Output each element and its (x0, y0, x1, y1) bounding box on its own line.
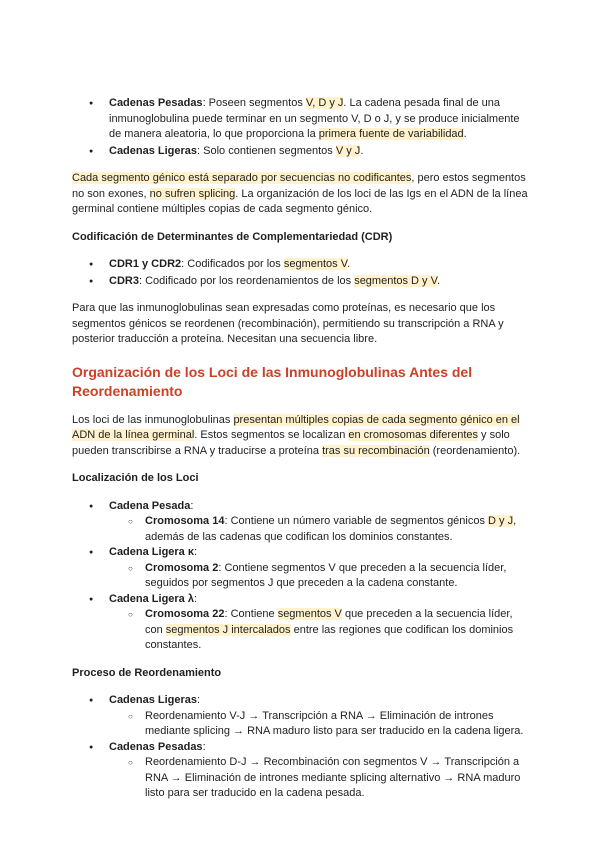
highlight: no sufren splicing (149, 187, 236, 200)
kappa-chain-label: Cadena Ligera κ (109, 546, 194, 558)
list-item-light-chains (72, 144, 532, 160)
list-item-heavy-chain (72, 499, 532, 515)
light-chains-process-label: Cadenas Ligeras (109, 694, 198, 706)
text-span: : (193, 592, 198, 605)
text-span: Los loci de las inmunoglobulinas (72, 413, 234, 426)
list-item-light-process-steps: ○ Reordenamiento V-J → Transcripción a RNA → Eliminación de intrones mediante splicing → RNA maduro listo para ser traducido en la cadena ligera. (72, 709, 532, 740)
list-item-heavy-process-steps: ○ Reordenamiento D-J → Recombinación con segmentos V → Transcripción a RNA → Eliminación de intrones mediante splicing alternativo → RNA maduro listo para ser traducido en la cadena pesada. (72, 755, 532, 802)
highlight: V, D y J (305, 97, 344, 109)
text-span: (reordenamiento). (429, 444, 521, 457)
paragraph-expression: Para que las inmunoglobulinas sean expresadas como proteínas, es necesario que los segmentos génicos se reordenen (recombinación), permitiendo su transcripción a RNA y posterior traducción a proteína. Necesitan una secuencia libre. (72, 302, 504, 345)
text-span: : (194, 546, 198, 558)
text-span: . La organización de los loci de las Igs en el ADN de la línea germinal contiene múltiples copias de cada segmento génico. (72, 187, 528, 215)
heavy-chains-label: Cadenas Pesadas (109, 97, 203, 109)
heavy-chain-label: Cadena Pesada (109, 499, 191, 512)
cdr3-label: CDR3 (109, 274, 139, 287)
list-item-kappa-chain (72, 545, 532, 561)
text-span: : Codificados por los (181, 258, 284, 270)
chromosome-22-label: Cromosoma 22 (145, 608, 225, 620)
text-span: . (436, 274, 440, 287)
highlight: segmentos J intercalados (165, 623, 291, 636)
highlight: D y J (488, 515, 514, 527)
highlight: en cromosomas diferentes (348, 429, 478, 441)
text-span: . La cadena pesada final de una inmunoglobulina puede terminar en un segmento V, D o J, y se produce inicialmente de manera aleatoria, lo que proporciona la (109, 97, 520, 140)
rearrangement-heading: Proceso de Reordenamiento (72, 666, 222, 679)
text-span: : Contiene un número variable de segmentos génicos (224, 515, 489, 527)
highlight: segmentos V (277, 608, 342, 620)
section-title: Organización de los Loci de las Inmunoglobulinas Antes del Reordenamiento (72, 363, 473, 399)
text-span: : Contiene (224, 608, 278, 620)
text-span: entre las regiones que codifican los dominios constantes. (145, 623, 514, 651)
highlight: tras su recombinación (322, 444, 430, 457)
text-span: : Solo contienen segmentos (197, 144, 336, 157)
text-span: . Estos segmentos se localizan (194, 429, 349, 441)
text-span: , además de las cadenas que codifican los dominios constantes. (145, 515, 517, 543)
text-span: : Poseen segmentos (202, 97, 306, 109)
highlight: V y J (335, 144, 361, 157)
light-chains-label: Cadenas Ligeras (109, 144, 198, 157)
text-span: : Codificado por los reordenamientos de los (138, 274, 355, 287)
text-span: : (197, 694, 201, 706)
highlight: segmentos V (283, 258, 348, 270)
text-span: . (360, 144, 364, 157)
cdr-list (72, 257, 532, 289)
lambda-chain-label: Cadena Ligera λ (109, 592, 194, 605)
text-span: : Contiene segmentos V que preceden a la secuencia líder, seguidos por segmentos J que preceden a la cadena constante. (145, 561, 507, 589)
text-span: que preceden a la secuencia líder, con (145, 608, 513, 636)
highlight: segmentos D y V (354, 274, 437, 287)
chromosome-14-label: Cromosoma 14 (145, 515, 225, 527)
cdr-heading: Codificación de Determinantes de Complementariedad (CDR) (72, 230, 393, 243)
text-span: : (190, 499, 194, 512)
text-span: y solo pueden transcribirse a RNA y traducirse a proteína (72, 429, 510, 457)
document-page (72, 96, 532, 802)
text-span: : (202, 740, 206, 753)
list-item-heavy-chains (72, 96, 532, 143)
text-span: . (347, 258, 351, 270)
localization-list (72, 499, 532, 654)
list-item-lambda-chain (72, 592, 532, 608)
highlight: Cada segmento génico está separado por secuencias no codificantes (72, 172, 412, 184)
rearrangement-list (72, 693, 532, 802)
chromosome-2-label: Cromosoma 2 (145, 561, 219, 574)
localization-heading: Localización de los Loci (72, 472, 199, 484)
list-item-cdr1-cdr2 (72, 257, 532, 273)
paragraph-gene-segments (72, 171, 532, 218)
list-item-heavy-chains-process (72, 740, 532, 756)
highlight: presentan múltiples copias de cada segmento génico en el ADN de la línea germinal (72, 413, 520, 441)
list-item-chromosome-14 (72, 514, 532, 545)
list-item-cdr3 (72, 274, 532, 290)
list-item-chromosome-2 (72, 561, 532, 592)
heavy-chains-process-label: Cadenas Pesadas (109, 740, 203, 753)
list-item-light-chains-process (72, 693, 532, 709)
paragraph-loci (72, 413, 532, 460)
list-item-chromosome-22 (72, 607, 532, 654)
chain-types-list (72, 96, 532, 159)
cdr1-cdr2-label: CDR1 y CDR2 (109, 258, 182, 270)
text-span: , pero estos segmentos no son exones, (72, 172, 526, 200)
text-span: . (463, 128, 467, 140)
highlight: primera fuente de variabilidad (318, 128, 464, 140)
